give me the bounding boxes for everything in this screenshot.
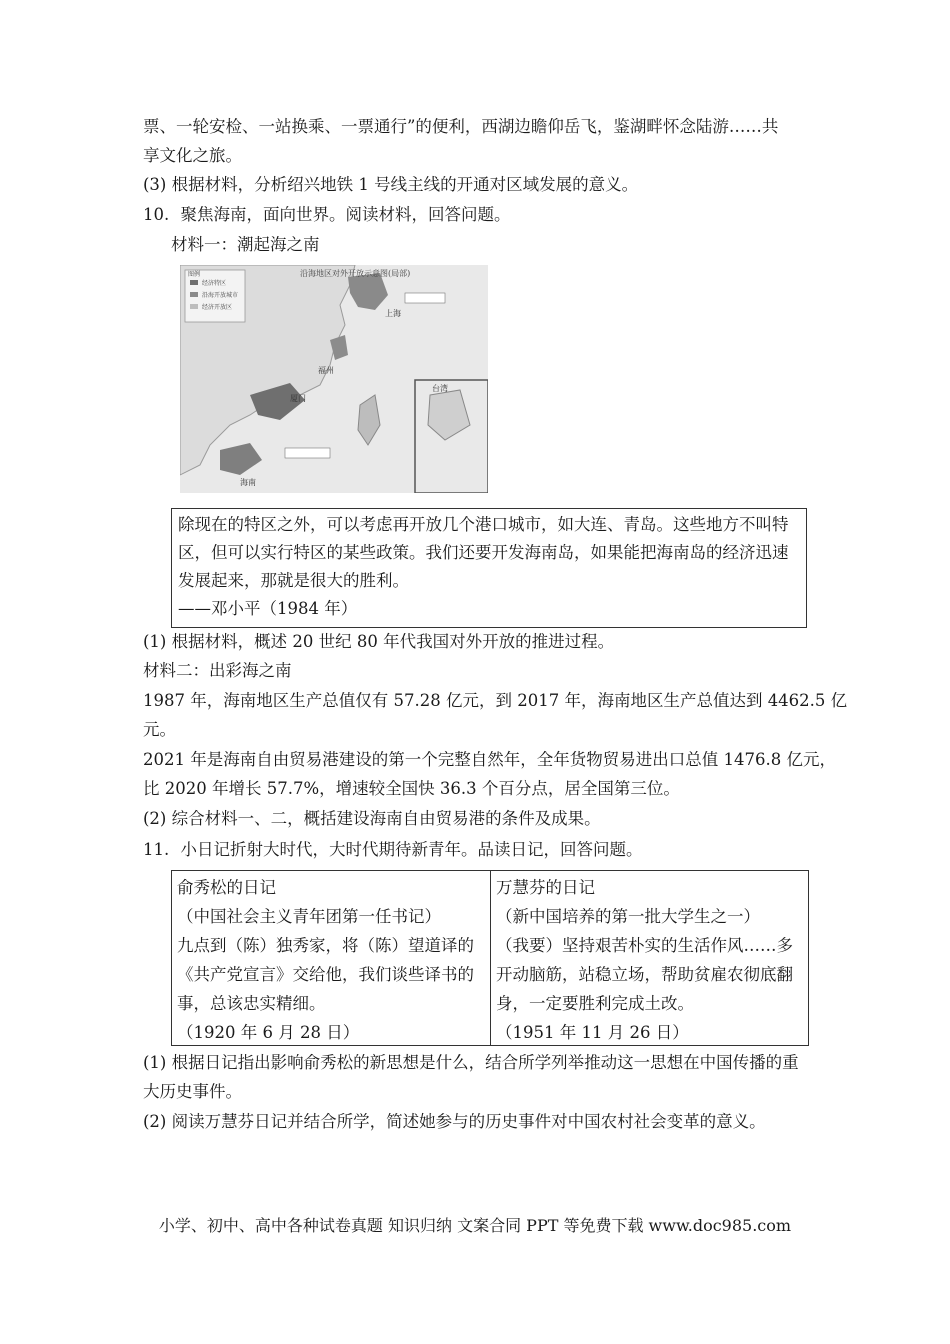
map-label-xiamen: 厦门 — [290, 394, 306, 403]
page-footer: 小学、初中、高中各种试卷真题 知识归纳 文案合同 PPT 等免费下载 www.doc985.com — [158, 1216, 792, 1235]
q10-stem-text: 聚焦海南，面向世界。阅读材料，回答问题。 — [180, 205, 511, 224]
diary-wan-huifen — [490, 871, 808, 1045]
map-label-fuzhou: 福州 — [318, 366, 334, 375]
diary-right-date: （1951 年 11 月 26 日） — [496, 1023, 689, 1042]
diary-right-title: 万慧芬的日记 — [496, 878, 595, 897]
map-label-taiwan: 台湾 — [432, 384, 448, 393]
diary-left-role: （中国社会主义青年团第一任书记） — [177, 907, 441, 926]
map-label-shanghai: 上海 — [385, 309, 401, 318]
quote-line-2: 区，但可以实行特区的某些政策。我们还要开发海南岛，如果能把海南岛的经济迅速 — [178, 543, 789, 562]
quote-line-1: 除现在的特区之外，可以考虑再开放几个港口城市，如大连、青岛。这些地方不叫特 — [178, 515, 789, 534]
q10-stem — [143, 204, 511, 226]
q10-material-2-line-4: 比 2020 年增长 57.7%，增速较全国快 36.3 个百分点，居全国第三位。 — [143, 779, 680, 798]
diary-right-text-1: （我要）坚持艰苦朴实的生活作风……多 — [496, 936, 793, 955]
diary-right-role: （新中国培养的第一批大学生之一） — [496, 907, 760, 926]
quote-attribution: ——邓小平（1984 年） — [178, 599, 358, 618]
q10-number: 10. — [143, 205, 170, 224]
q9-subquestion-3: (3) 根据材料，分析绍兴地铁 1 号线主线的开通对区域发展的意义。 — [143, 175, 639, 194]
diary-right-text-3: 身，一定要胜利完成土改。 — [496, 994, 694, 1013]
q9-text-line-1: 票、一轮安检、一站换乘、一票通行”的便利，西湖边瞻仰岳飞，鉴湖畔怀念陆游……共 — [143, 117, 779, 136]
diary-table — [171, 870, 809, 1046]
q10-subquestion-1: (1) 根据材料，概述 20 世纪 80 年代我国对外开放的推进过程。 — [143, 632, 615, 651]
q11-stem-text: 小日记折射大时代，大时代期待新青年。品读日记，回答问题。 — [180, 840, 643, 859]
map-legend-open-city: 沿海开放城市 — [202, 292, 239, 299]
q11-subquestion-1-line-1: (1) 根据日记指出影响俞秀松的新思想是什么，结合所学列举推动这一思想在中国传播的重 — [143, 1053, 799, 1072]
quote-line-3: 发展起来，那就是很大的胜利。 — [178, 571, 409, 590]
map-graphic — [180, 265, 488, 493]
diary-left-text-1: 九点到（陈）独秀家，将（陈）望道译的 — [177, 936, 474, 955]
q10-material-1-title: 材料一：潮起海之南 — [171, 235, 320, 254]
diary-left-text-3: 事，总该忠实精细。 — [177, 994, 326, 1013]
diary-left-text-2: 《共产党宣言》交给他，我们谈些译书的 — [177, 965, 474, 984]
diary-left-date: （1920 年 6 月 28 日） — [177, 1023, 360, 1042]
q10-subquestion-2: (2) 综合材料一、二，概括建设海南自由贸易港的条件及成果。 — [143, 809, 601, 828]
map-legend-title: 图例 — [188, 271, 201, 278]
q11-subquestion-2: (2) 阅读万慧芬日记并结合所学，简述她参与的历史事件对中国农村社会变革的意义。 — [143, 1112, 766, 1131]
q10-material-2-line-2: 元。 — [143, 720, 176, 739]
diary-yu-xiusong — [172, 871, 490, 1045]
diary-left-title: 俞秀松的日记 — [177, 878, 276, 897]
q11-subquestion-1-line-2: 大历史事件。 — [143, 1082, 242, 1101]
map-legend-special-zone: 经济特区 — [202, 280, 227, 287]
map-label-hainan: 海南 — [240, 478, 256, 487]
coastal-opening-map — [180, 265, 488, 493]
diary-right-text-2: 开动脑筋，站稳立场，帮助贫雇农彻底翻 — [496, 965, 793, 984]
q11-number: 11. — [143, 840, 170, 859]
q11-stem — [143, 839, 643, 861]
q10-material-2-line-3: 2021 年是海南自由贸易港建设的第一个完整自然年，全年货物贸易进出口总值 1476.8 亿元， — [143, 750, 836, 769]
map-title: 沿海地区对外开放示意图(局部) — [300, 269, 411, 278]
q10-material-2-title: 材料二：出彩海之南 — [143, 661, 292, 680]
q9-text-line-2: 享文化之旅。 — [143, 146, 242, 165]
q10-material-2-line-1: 1987 年，海南地区生产总值仅有 57.28 亿元，到 2017 年，海南地区生产总值达到 4462.5 亿 — [143, 691, 848, 710]
map-legend-open-zone: 经济开放区 — [202, 304, 233, 311]
deng-xiaoping-quote-box — [171, 508, 807, 628]
